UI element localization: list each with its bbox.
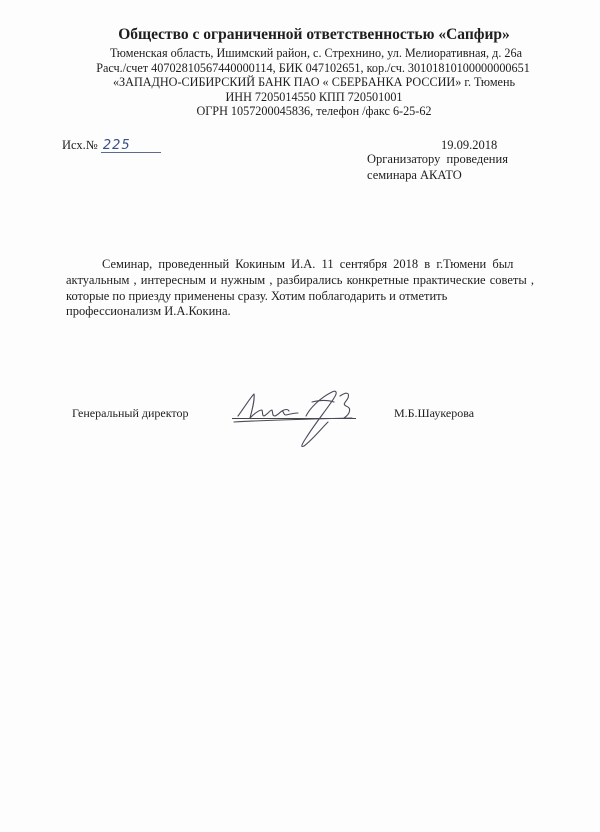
body-line: Семинар, проведенный Кокиным И.А. 11 сентября 2018 в г.Тюмени был [102,257,514,271]
org-ogrn-phone: ОГРН 1057200045836, телефон /факс 6-25-62 [196,104,432,119]
addressee-line: Организатору проведения [367,152,508,166]
outgoing-reference [62,137,161,153]
body-line: профессионализм И.А.Кокина. [66,304,231,319]
reference-number: 225 [101,139,161,153]
reference-label: Исх.№ [62,138,98,152]
addressee-line: семинара АКАТО [367,167,462,182]
org-address: Тюменская область, Ишимский район, с. Стрехнино, ул. Мелиоративная, д. 26а [109,46,523,60]
signatory-title: Генеральный директор [72,406,189,420]
org-bank-account: Расч./счет 40702810567440000114, БИК 047102651, кор./сч. 30101810100000000651 [96,60,530,75]
body-line: которые по приезду применены сразу. Хотим поблагодарить и отметить [66,288,448,303]
letter-body [66,257,535,320]
handwritten-signature [228,380,368,452]
body-line: актуальным , интересным и нужным , разбирались конкретные практические советы , [66,272,535,287]
org-bank-name: «ЗАПАДНО-СИБИРСКИЙ БАНК ПАО « СБЕРБАНКА РОССИИ» г. Тюмень [112,75,516,90]
org-name: Общество с ограниченной ответственностью «Сапфир» [118,26,510,43]
org-inn-kpp: ИНН 7205014550 КПП 720501001 [225,89,403,104]
addressee [367,152,508,183]
letter-date: 19.09.2018 [441,138,498,152]
letterhead [0,26,600,119]
signature-strokes [234,391,352,446]
signatory-name: М.Б.Шаукерова [394,406,475,420]
